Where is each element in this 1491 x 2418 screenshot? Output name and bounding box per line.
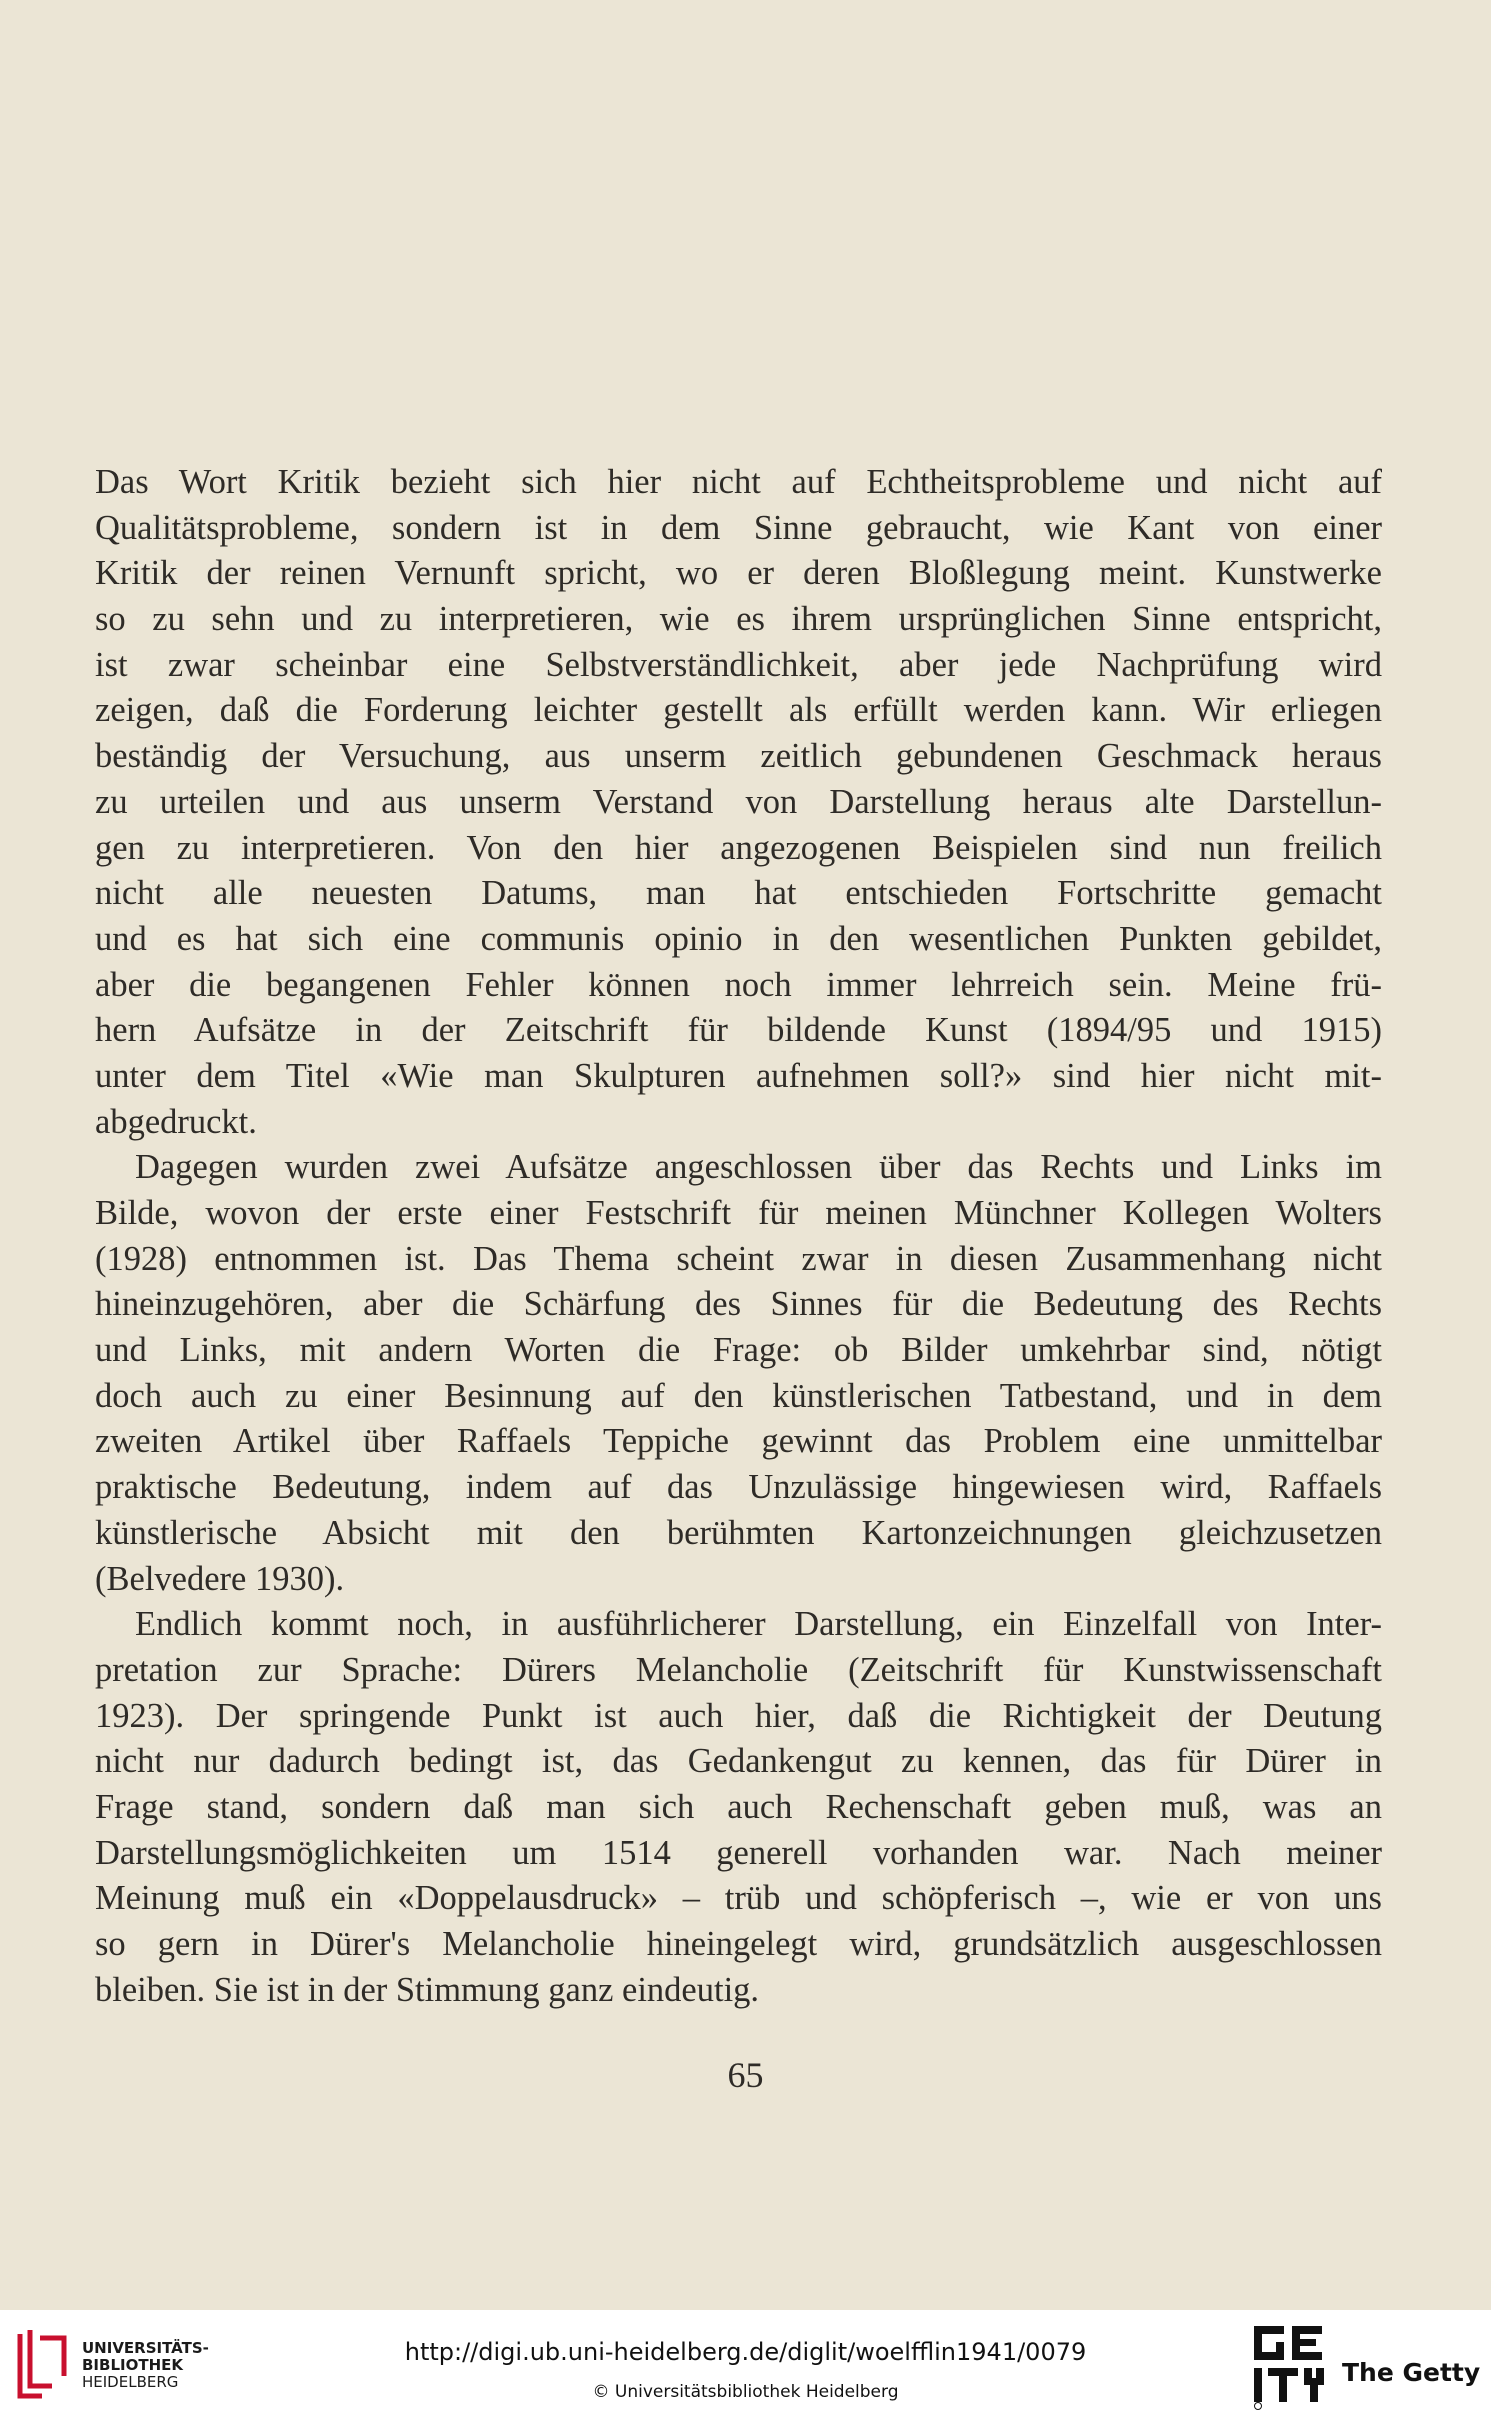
text-line: Meinung muß ein «Doppelausdruck» – trüb und schöpferisch –, wie er von uns (95, 1879, 1382, 1918)
text-line: Dagegen wurden zwei Aufsätze angeschlossen über das Rechts und Links im (135, 1148, 1382, 1187)
library-name-line2: BIBLIOTHEK (82, 2356, 183, 2374)
document-url-link[interactable]: http://digi.ub.uni-heidelberg.de/diglit/woelfflin1941/0079 (404, 2338, 1087, 2366)
page-number: 65 (727, 2055, 764, 2095)
library-name-line3: HEIDELBERG (82, 2373, 179, 2391)
getty-logo-icon (1250, 2324, 1330, 2410)
getty-label: The Getty (1342, 2358, 1481, 2387)
text-line: unter dem Titel «Wie man Skulpturen aufnehmen soll?» sind hier nicht mit- (95, 1056, 1382, 1095)
text-line: abgedruckt. (95, 1102, 257, 1141)
text-line: Kritik der reinen Vernunft spricht, wo er deren Bloßlegung meint. Kunstwerke (95, 554, 1382, 593)
text-line: und Links, mit andern Worten die Frage: ob Bilder umkehrbar sind, nötigt (95, 1331, 1382, 1370)
text-line: Endlich kommt noch, in ausführlicherer Darstellung, ein Einzelfall von Inter- (135, 1605, 1382, 1644)
text-line: gen zu interpretieren. Von den hier angezogenen Beispielen sind nun freilich (95, 828, 1382, 867)
text-line: pretation zur Sprache: Dürers Melancholie (Zeitschrift für Kunstwissenschaft (95, 1650, 1382, 1689)
text-line: bleiben. Sie ist in der Stimmung ganz eindeutig. (95, 1970, 760, 2009)
text-line: hineinzugehören, aber die Schärfung des Sinnes für die Bedeutung des Rechts (95, 1285, 1382, 1324)
paragraph-1 (95, 460, 1382, 1145)
text-line: doch auch zu einer Besinnung auf den künstlerischen Tatbestand, und in dem (95, 1376, 1382, 1415)
text-line: (Belvedere 1930). (95, 1559, 345, 1598)
paragraph-3 (95, 1602, 1382, 2013)
viewer-footer (0, 2310, 1491, 2418)
text-line: so gern in Dürer's Melancholie hineingelegt wird, grundsätzlich ausgeschlossen (95, 1925, 1382, 1963)
text-line: beständig der Versuchung, aus unserm zeitlich gebundenen Geschmack heraus (95, 737, 1382, 776)
text-line: zweiten Artikel über Raffaels Teppiche gewinnt das Problem eine unmittelbar (95, 1422, 1382, 1461)
getty-logo[interactable] (1250, 2320, 1490, 2410)
text-line: hern Aufsätze in der Zeitschrift für bildende Kunst (1894/95 und 1915) (95, 1011, 1382, 1050)
text-line: Qualitätsprobleme, sondern ist in dem Sinne gebraucht, wie Kant von einer (95, 508, 1382, 547)
text-line: ist zwar scheinbar eine Selbstverständlichkeit, aber jede Nachprüfung wird (95, 645, 1382, 684)
text-line: 1923). Der springende Punkt ist auch hier, daß die Richtigkeit der Deutung (95, 1696, 1382, 1735)
text-line: und es hat sich eine communis opinio in den wesentlichen Punkten gebildet, (95, 919, 1382, 958)
text-line: nicht alle neuesten Datums, man hat entschieden Fortschritte gemacht (95, 874, 1382, 913)
text-line: nicht nur dadurch bedingt ist, das Gedankengut zu kennen, das für Dürer in (95, 1742, 1382, 1781)
text-line: Das Wort Kritik bezieht sich hier nicht auf Echtheitsprobleme und nicht auf (95, 463, 1382, 501)
body-text (95, 460, 1382, 2013)
text-line: aber die begangenen Fehler können noch immer lehrreich sein. Meine frü- (95, 965, 1382, 1004)
text-line: zeigen, daß die Forderung leichter gestellt als erfüllt werden kann. Wir erliegen (95, 691, 1382, 730)
paragraph-2 (95, 1145, 1382, 1602)
text-line: zu urteilen und aus unserm Verstand von Darstellung heraus alte Darstellun- (95, 782, 1382, 821)
library-name-line1: UNIVERSITÄTS- (82, 2339, 209, 2357)
text-line: Darstellungsmöglichkeiten um 1514 generell vorhanden war. Nach meiner (95, 1833, 1382, 1872)
text-line: künstlerische Absicht mit den berühmten Kartonzeichnungen gleichzusetzen (95, 1513, 1382, 1552)
text-line: Frage stand, sondern daß man sich auch Rechenschaft geben muß, was an (95, 1787, 1382, 1826)
copyright-notice: © Universitätsbibliothek Heidelberg (592, 2382, 899, 2402)
text-line: so zu sehn und zu interpretieren, wie es ihrem ursprünglichen Sinne entspricht, (95, 600, 1382, 639)
text-line: Bilde, wovon der erste einer Festschrift für meinen Münchner Kollegen Wolters (95, 1194, 1382, 1232)
text-line: (1928) entnommen ist. Das Thema scheint zwar in diesen Zusammenhang nicht (95, 1239, 1382, 1278)
text-line: praktische Bedeutung, indem auf das Unzulässige hingewiesen wird, Raffaels (95, 1468, 1382, 1507)
